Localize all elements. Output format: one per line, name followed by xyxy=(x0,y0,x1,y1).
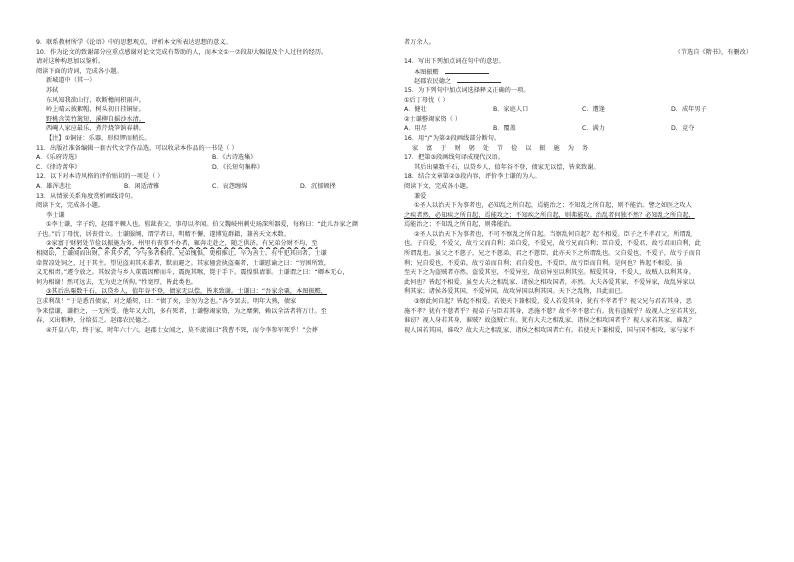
reading-instruction-poem: 阅读下面的诗词，完成各小题。 xyxy=(36,67,123,75)
source-note: （节选自《隋书》，有删改） xyxy=(674,48,752,56)
question-11-options-2 xyxy=(36,163,388,173)
paragraph-line: 视人国若其国，谁攻？故大夫之相乱家、诸侯之相攻国者亡有。若使天下兼相爱，国与国不相攻，家与家不 xyxy=(404,326,695,334)
paragraph-line: 利其家；诸侯各爱其国，不爱异国，故攻异国以利其国。天下之乱物，具此而已。 xyxy=(404,288,627,296)
paragraph-line: 焉能治之；不知乱之所自起，则弗能治。 xyxy=(404,221,516,229)
paragraph-line: 义无相责。”遽令放之。其奴尝与乡人董震因醉而斗，震扼其喉，毙于手下。震惶惧请罪。士谦谓之曰：“卿本无心， xyxy=(36,269,349,277)
question-16-text: 家 富 于 财 躬 处 节 俭 以 振 施 为 务 xyxy=(412,144,592,152)
question-17: 17．把第③段画线句译成现代汉语。 xyxy=(404,154,505,162)
option-d: D．《长短句集粹》 xyxy=(212,163,264,171)
option-b: B．家庭人口 xyxy=(493,106,529,114)
poem-line-4: 西崦人家应最乐，煮芹烧笋饷春耕。 xyxy=(46,125,145,133)
paragraph-line: 至天下之为盗贼者亦然。盗爱其室，不爱异室，故窃异室以利其室。贼爱其身，不爱人，故贼人以利其身。 xyxy=(404,269,695,277)
question-10-line2: 请对这种构思加以鉴析。 xyxy=(36,58,105,66)
option-d: D．沉郁顿挫 xyxy=(300,182,336,190)
paragraph-line-wavy: ②家富于财躬处节俭以振施为务。州里有丧事不办者，辄奔走赴之，随乏供济。有兄弟分财不均，至 xyxy=(46,240,318,248)
question-13: 13．从情景关系角度赏析画线诗句。 xyxy=(36,192,137,200)
paragraph-line: 施不孝？犹有不慈者乎？视弟子与臣若其身，恶施不慈？故不孝不慈亡有。犹有盗贼乎？故视人之室若其室， xyxy=(404,307,701,315)
question-18: 18．结合文章第②③段内容，评价李士谦的为人。 xyxy=(404,173,541,181)
right-column xyxy=(404,38,760,335)
paragraph-line: ③察此何自起？皆起不相爱。若使天下兼相爱，爱人若爱其身，犹有不孝者乎？视父兄与君若其身，恶 xyxy=(414,298,692,306)
question-14-item-2: 赵郡农民德之 xyxy=(404,76,760,86)
option-d: D．竞夺 xyxy=(671,125,695,133)
left-column xyxy=(36,38,388,335)
poem-line-1: 东风知我欲山行，吹断檐间积雨声。 xyxy=(46,96,145,104)
option-a: A．健壮 xyxy=(404,106,427,114)
option-c: C．遭逢 xyxy=(582,106,605,114)
reading-instruction-text: 阅读下文，完成各小题。 xyxy=(36,202,105,210)
option-d: D．成年男子 xyxy=(671,106,707,114)
poem-line-3-underlined: 野桃含笑竹篱短，溪柳自摇沙水清。 xyxy=(46,115,145,123)
paragraph-line: 争来偿谦，谦拒之，一无所受。他年又大饥，多有死者，士谦罄竭家资，为之糜粥，赖以全活者将万计。至 xyxy=(36,307,327,315)
paragraph-line: 此何也？皆起不相爱。虽至大夫之相乱家、诸侯之相攻国者，亦然。大夫各爱其家，不爱异家，故乱异家以 xyxy=(404,278,695,286)
paragraph-line: 岂求利哉！”于是悉召债家，对之燔契，曰：“债了矣，幸勿为念也。”各令罢去。明年大熟，债家 xyxy=(36,298,297,306)
question-10-line1: 10．作为论文的致谢部分应重点感谢对论文完成有帮助的人，而本文①－⑦段却大幅提及个人过往的经历。 xyxy=(36,48,328,56)
paragraph-line-underlined: 之疾者然，必知疾之所自起，焉能攻之；不知疾之所自起，则弗能攻。治乱者何独不然？必知乱之所自起， xyxy=(404,211,695,219)
paragraph-line: ①圣人以治天下为事者也，必知乱之所自起，焉能治之；不知乱之所自起，则不能治。譬之如医之攻人 xyxy=(414,202,692,210)
question-14-item-1: 本图振赡 xyxy=(404,67,760,77)
question-12-options xyxy=(36,182,388,192)
poem-line-2: 岭上晴云披絮帽，树头初日挂铜钲。 xyxy=(46,106,145,114)
question-15-sub-2: ②士谦罄竭家资（ ） xyxy=(404,115,462,123)
question-9: 9．联系教材所学《论语》中的思想观点，评析本文所表达思想的意义。 xyxy=(36,39,232,46)
passage-title: 李士谦 xyxy=(46,211,65,219)
paragraph-line: 子也。”后丁母忧，居丧骨立。士谦服阕，谓学者曰，明精不懈，遂博览群籍，兼善天文术数。 xyxy=(36,230,290,238)
paragraph-line: 春，又出粮种，分给贫乏。赵郡农民德之。 xyxy=(36,317,154,325)
paragraph-line: 也。子自爱，不爱父，故亏父而自利；弟自爱，不爱兄，故亏兄而自利；臣自爱，不爱君，故亏君而自利，此 xyxy=(404,240,701,248)
question-12: 12．以下对本诗风格的评价贴切的一项是（ ） xyxy=(36,173,164,181)
option-b: B．覆盖 xyxy=(493,125,516,133)
option-a: A．用尽 xyxy=(404,125,427,133)
paragraph-line: ④开皇八年，终于家，时年六十六。赵郡士女闻之，莫不流涕曰“我曹不死，而令李参军死乎！”会葬 xyxy=(46,326,318,334)
poem-author: 苏轼 xyxy=(46,86,59,94)
paragraph-line: 利；兄自爱也，不爱弟，故亏弟而自利；君自爱也，不爱臣，故亏臣而自利。是何也？皆起不相爱。虽 xyxy=(404,259,683,267)
question-14: 14．写出下列加点词在句中的意思。 xyxy=(404,58,505,66)
question-15-options-2 xyxy=(404,124,760,134)
poem-note: 【注】①铜钲：乐器，形似锣而稍长。 xyxy=(46,134,151,142)
question-15-sub-1: ①后丁母忧（ ） xyxy=(404,96,449,104)
option-c: C．《律诗菁华》 xyxy=(36,163,81,171)
option-b: B．闲适清雅 xyxy=(124,182,160,190)
paragraph-line-underlined: ③其后出粟数千石，以贷乡人，值年谷不登，债家无以偿，皆来致谢。士谦曰：“吾家余粟，本图振赡， xyxy=(46,288,327,296)
paragraph-line: 相阋讼，士谦闻而出财，补其少者，令与多者相持。兄弟愧惧，更相推让，卒为善士。有牛犯其田者，士谦 xyxy=(36,250,327,258)
option-c: C．哀怨缠绵 xyxy=(212,182,248,190)
question-15-options-1 xyxy=(404,105,760,115)
passage-title: 兼爱 xyxy=(414,192,427,200)
poem-title: 新城道中（其一） xyxy=(46,77,96,85)
paragraph-line: ②圣人以治天下为事者也，不可不察乱之所自起。当察乱何自起？起不相爱。臣子之不孝君父，所谓乱 xyxy=(414,230,692,238)
answer-blank[interactable] xyxy=(457,76,501,83)
question-11: 11．出版社准备编辑一套古代文学作品选，可以收录本作品的一书是（ ） xyxy=(36,144,238,152)
paragraph-line: ①李士谦，字子约，赵郡平棘人也。髫龀丧父，事母以孝闻。伯父魏岐州刺史玚深所器爱，每称曰：“此儿吾家之颜 xyxy=(46,221,358,229)
answer-blank[interactable] xyxy=(445,67,489,74)
paragraph-line: 所谓乱也。虽父之不慈子，兄之不慈弟，君之不慈臣，此亦天下之所谓乱也。父自爱也，不爱子，故亏子而自 xyxy=(404,250,701,258)
question-16: 16．用“/”为第②段画线部分断句。 xyxy=(404,134,501,142)
question-15: 15．为下列句中加点词选择释义正确的一项。 xyxy=(404,86,530,94)
reading-instruction-text: 阅读下文，完成各小题。 xyxy=(404,182,473,190)
option-a: A．《乐府诗选》 xyxy=(36,154,81,162)
paragraph-line: 牵置凉处饲之，过于其主。望见盗刈其禾黍者，默而避之。其家僮尝执盗粟者，士谦慰谕之曰：“穷困所致， xyxy=(36,259,331,267)
paragraph-line: 谁窃？视人身若其身，谁贼？故盗贼亡有。犹有大夫之相乱家、诸侯之相攻国者乎？视人家若其家，谁乱？ xyxy=(404,317,695,325)
option-b: B．《古诗选集》 xyxy=(212,154,257,162)
question-11-options xyxy=(36,153,388,163)
continued-text: 者万余人。 xyxy=(404,39,435,46)
question-17-text: 其后出粟数千石，以贷乡人，值年谷不登，债家无以偿，皆来致谢。 xyxy=(414,163,600,171)
paragraph-line: 何为相谢！然可远去，无为吏之所拘。”性宽厚，皆此类也。 xyxy=(36,278,197,286)
option-c: C．满力 xyxy=(582,125,605,133)
option-a: A．雄浑悲壮 xyxy=(36,182,72,190)
